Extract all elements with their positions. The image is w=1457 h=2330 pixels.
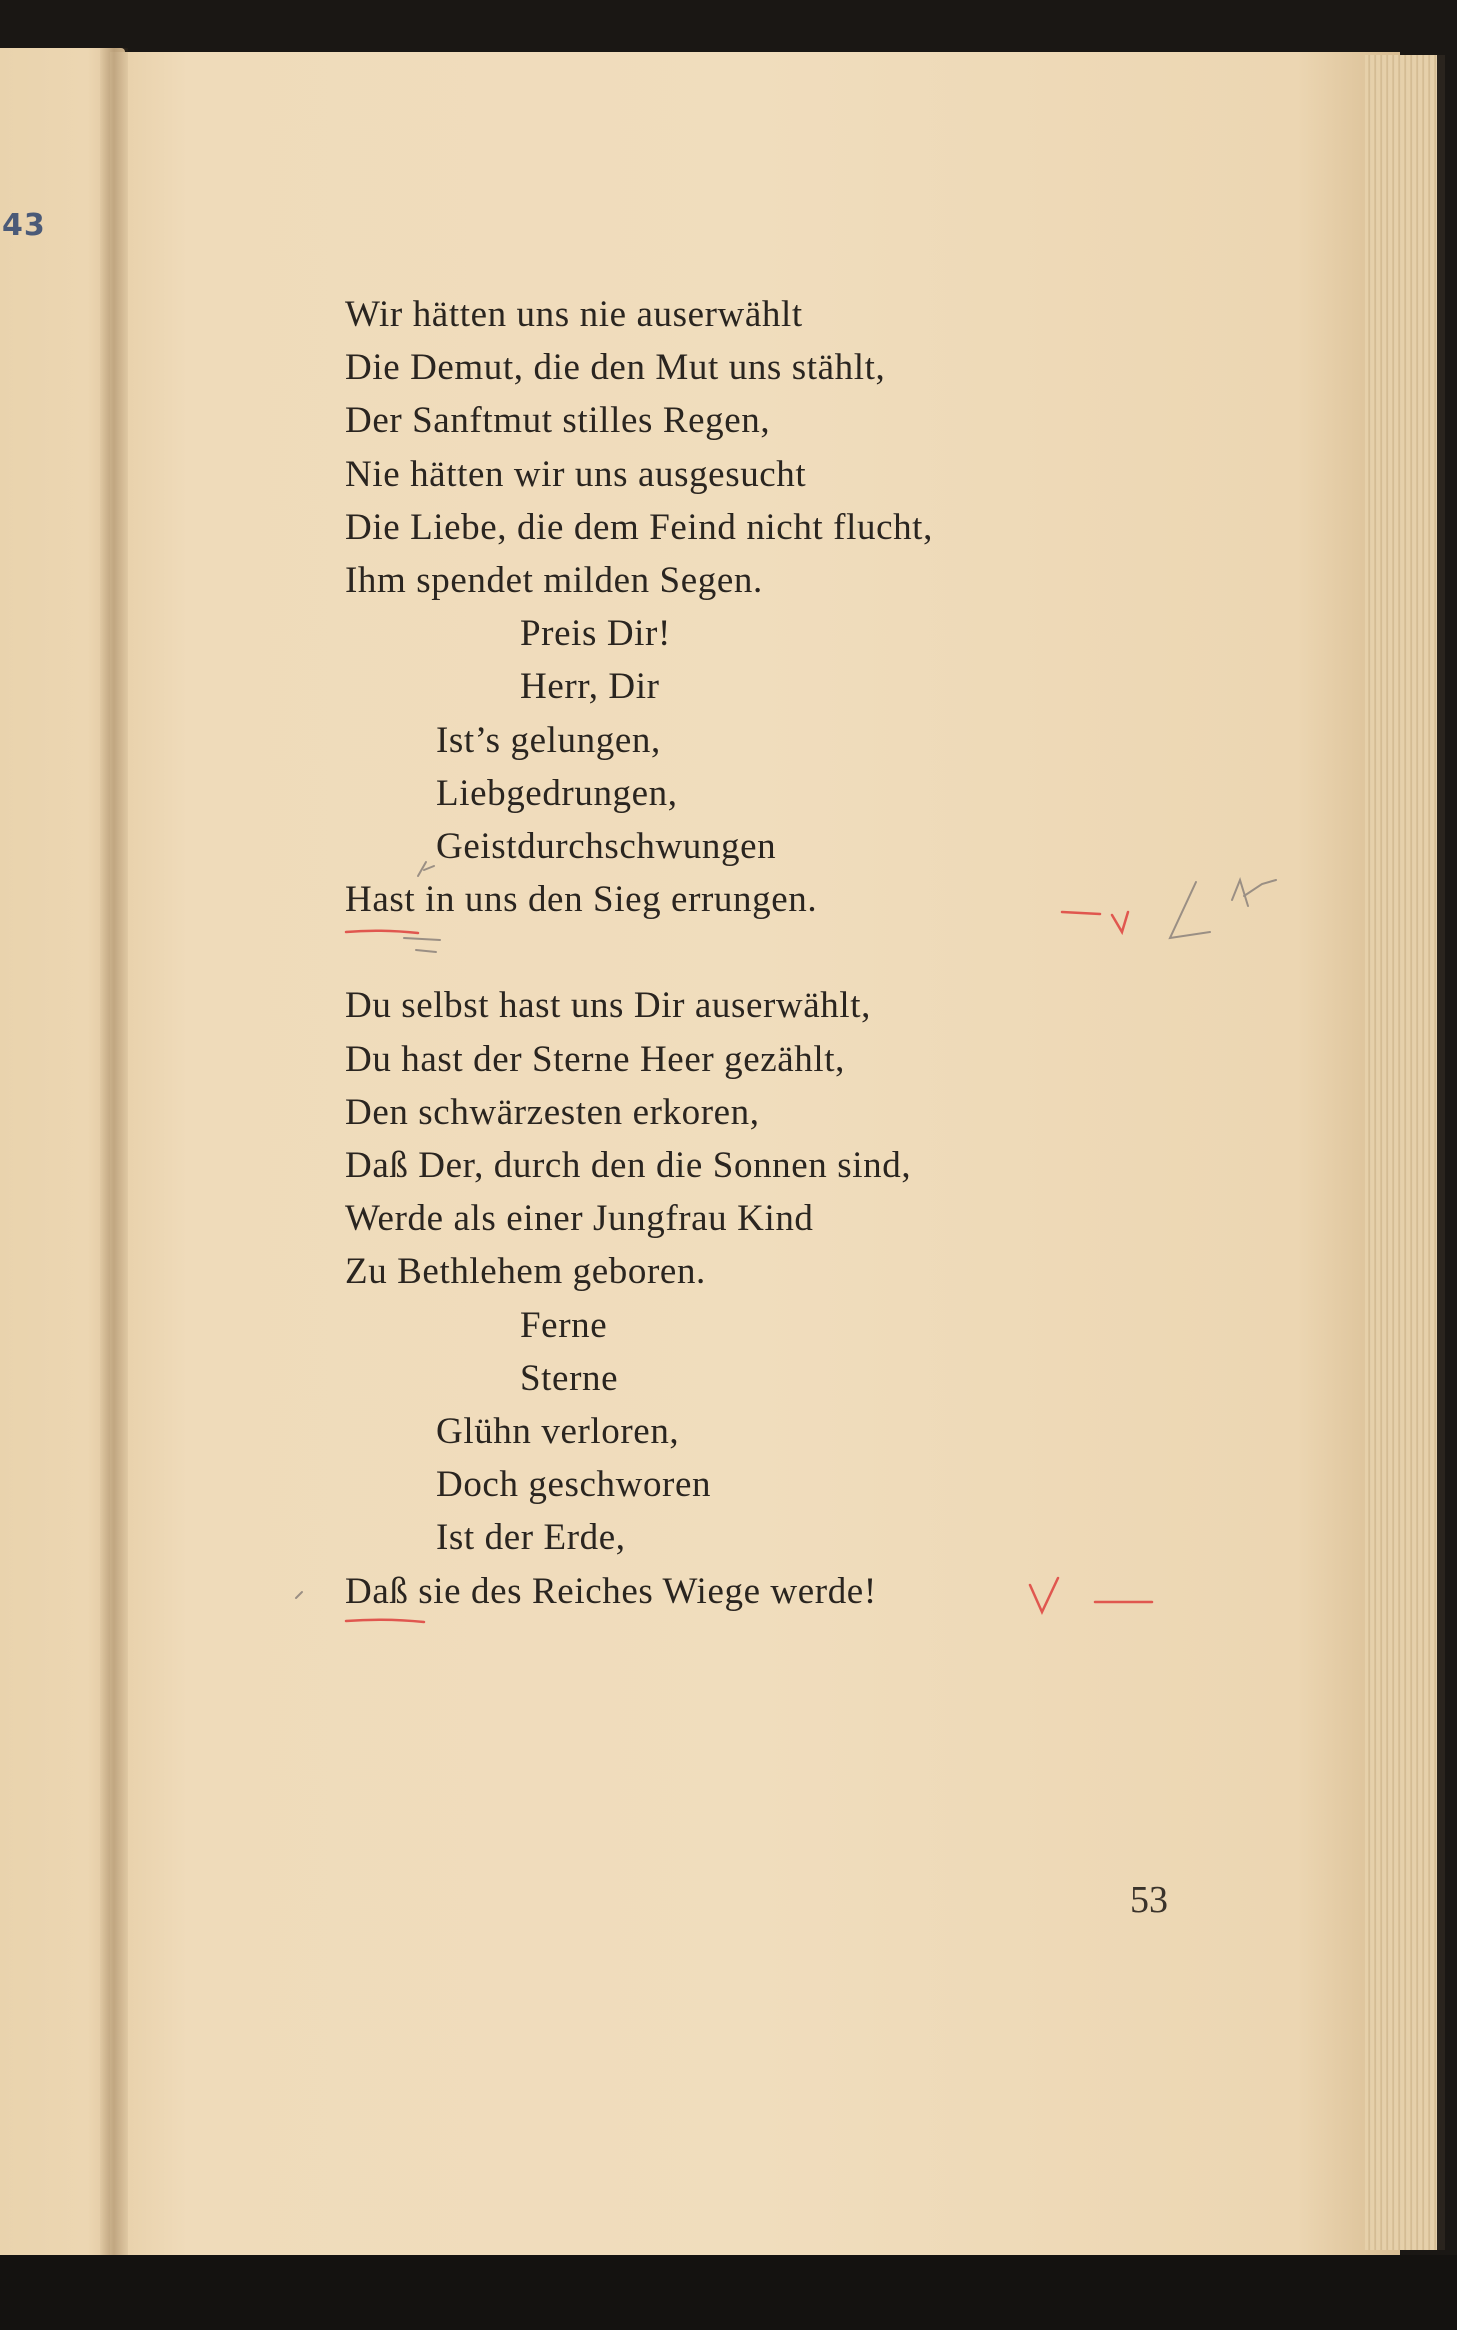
poem-line: Ist der Erde,: [436, 1517, 626, 1559]
poem-line: Doch geschworen: [436, 1464, 712, 1506]
poem-line: Du hast der Sterne Heer gezählt,: [345, 1038, 846, 1080]
poem-line: Glühn verloren,: [436, 1410, 680, 1452]
poem-line: Daß sie des Reiches Wiege werde!: [345, 1570, 877, 1612]
poem-line: Du selbst hast uns Dir auserwählt,: [345, 985, 871, 1027]
background-board: [0, 2255, 1457, 2330]
poem-line: Den schwärzesten erkoren,: [345, 1091, 760, 1133]
poem-line: Preis Dir!: [520, 613, 671, 655]
poem-line: Wir hätten uns nie auserwählt: [345, 294, 803, 335]
left-page-number: 43: [2, 208, 46, 243]
page-stack-edge: [1365, 55, 1445, 2250]
poem-text: [345, 288, 933, 1618]
poem-line: Liebgedrungen,: [436, 772, 678, 814]
poem-line: Herr, Dir: [520, 666, 660, 708]
poem-line: Ferne: [520, 1304, 608, 1346]
poem-line: Der Sanftmut stilles Regen,: [345, 400, 771, 442]
poem-line: Sterne: [520, 1357, 619, 1399]
poem-line: Die Demut, die den Mut uns stählt,: [345, 347, 886, 389]
poem-line: Geistdurchschwungen: [436, 825, 777, 867]
poem-line: Daß Der, durch den die Sonnen sind,: [345, 1145, 912, 1186]
poem-line: Zu Bethlehem geboren.: [345, 1251, 706, 1293]
poem-line: Nie hätten wir uns ausgesucht: [345, 453, 807, 495]
book-gutter: [100, 48, 128, 2266]
stanza-break: [345, 926, 933, 979]
poem-line: Die Liebe, die dem Feind nicht flucht,: [345, 506, 933, 548]
page-number: 53: [1130, 1879, 1168, 1921]
poem-line: Ist’s gelungen,: [436, 719, 661, 761]
poem-line: Werde als einer Jungfrau Kind: [345, 1198, 814, 1240]
poem-line: Hast in uns den Sieg errungen.: [345, 879, 818, 921]
poem-line: Ihm spendet milden Segen.: [345, 559, 763, 601]
